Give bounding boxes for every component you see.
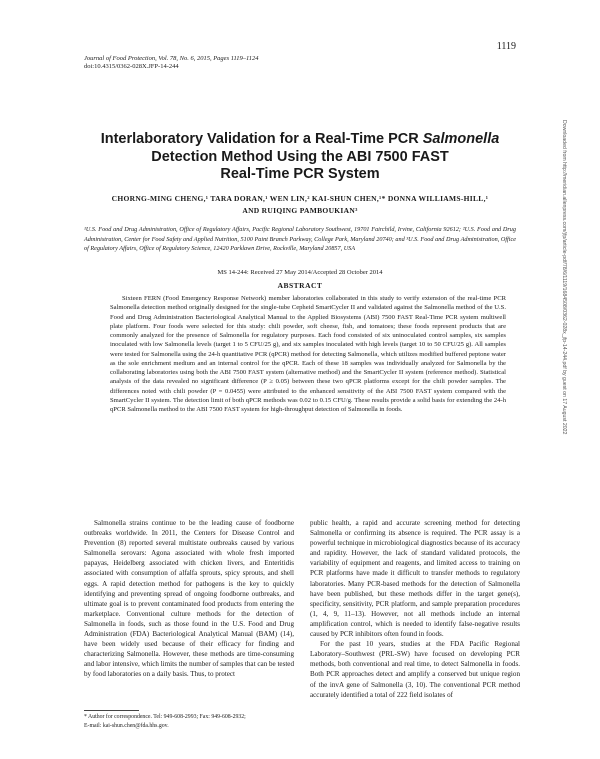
authors-line-1: CHORNG-MING CHENG,¹ TARA DORAN,¹ WEN LIN,² KAI-SHUN CHEN,¹* DONNA WILLIAMS-HILL,¹ xyxy=(111,194,489,203)
affiliations: ¹U.S. Food and Drug Administration, Office of Regulatory Affairs, Pacific Regional Laboratory Southwest, 19701 Fairchild, Irvine, California 92612; ²U.S. Food and Drug Administration, Center for Food Safety and Applied Nutrition, 5100 Paint Branch Parkway, College Park, Maryland 20740; and ³U.S. Food and Drug Administration, Office of Regulatory Affairs, Office of Regulatory Science, 12420 Parklawn Drive, Rockville, Maryland 20857, USA xyxy=(84,226,516,252)
body-paragraph: public health, a rapid and accurate screening method for detecting Salmonella or confirming its absence is required. The PCR assay is a powerful technique in microbiological diagnostics because of its accuracy and rapidity. However, the lack of standard validated protocols, the variability of equipment and reagents, and limited access to training on PCR platforms have made it difficult to transfer methods to regulatory laboratories. Many PCR-based methods for the detection of Salmonella have been published, but these methods differ in the target gene(s), specificity, sensitivity, PCR platform, and sample preparation procedures (1, 4, 9, 11–13). However, not all methods include an internal amplification control, which is needed to identify false-negative results caused by PCR inhibitors often found in foods. xyxy=(310,519,520,639)
abstract-text: Sixteen FERN (Food Emergency Response Network) member laboratories collaborated in this study to verify extension of the real-time PCR Salmonella detection method originally designed for the single-tube Cepheid SmartCycler II and validated against the Salmonella method of the U.S. Food and Drug Administration Bacteriological Analytical Manual to the Applied Biosystems (ABI) 7500 FAST Real-Time PCR system multiwell plate platform. Four foods were selected for this study: chili powder, soft cheese, fish, and tomatoes; these foods represent products that are commonly analyzed for the presence of Salmonella for regulatory purposes. Each food consisted of six uninoculated control samples, six samples inoculated with low Salmonella levels (target 1 to 5 CFU/25 g), and six samples inoculated with high levels (target 10 to 50 CFU/25 g). All samples were tested for Salmonella using the 24-h quantitative PCR (qPCR) method for detecting Salmonella, which utilizes modified buffered peptone water as the sole enrichment medium and an internal control for the qPCR. Each of these 18 samples was individually analyzed for Salmonella by the collaborating laboratories using both the ABI 7500 FAST system (alternative method) and the SmartCycler II system (reference method). Statistical analysis of the data revealed no significant difference (P ≥ 0.05) between these two qPCR platforms except for the chili powder samples. The differences noted with chili powder (P = 0.0455) were attributed to the enhanced sensitivity of the ABI 7500 FAST system compared with the SmartCycler II system. The detection limit of both qPCR methods was 0.02 to 0.15 CFU/g. These results provide a solid basis for extending the 24-h qPCR Salmonella method to the ABI 7500 FAST system for high-throughput detection of Salmonella in foods. xyxy=(110,295,506,413)
footnote-line-1: * Author for correspondence. Tel: 949-608-2993; Fax: 949-608-2932; xyxy=(84,714,246,720)
manuscript-dates: MS 14-244: Received 27 May 2014/Accepted 28 October 2014 xyxy=(217,269,383,276)
body-paragraph: Salmonella strains continue to be the leading cause of foodborne outbreaks worldwide. In 2011, the Centers for Disease Control and Prevention (8) reported several multistate outbreaks caused by various Salmonella serovars: Agona associated with whole fresh imported papayas, Heidelberg associated with chicken livers, and Enteritidis associated with consumption of alfalfa sprouts, spicy sprouts, and shell eggs. A rapid detection method for pathogens is the key to quickly identifying and preventing spread of ongoing foodborne outbreaks, and ultimate goal is to prevent contaminated food products from entering the marketplace. Conventional culture methods for the detection of Salmonella in foods, such as those found in the U.S. Food and Drug Administration (FDA) Bacteriological Analytical Manual (BAM) (14), have been widely used because of their efficacy for finding and characterizing Salmonella. However, these methods are time-consuming and labor intensive, which limits the number of samples that can be tested by food laboratories on a daily basis. Thus, to protect xyxy=(84,519,294,679)
doi[interactable]: doi:10.4315/0362-028X.JFP-14-244 xyxy=(84,63,179,70)
title-line-1: Interlaboratory Validation for a Real-Time PCR Salmonella xyxy=(100,131,500,147)
authors-line-2: AND RUIQING PAMBOUKIAN³ xyxy=(242,206,358,215)
footnote-line-2[interactable]: E-mail: kai-shun.chen@fda.hhs.gov. xyxy=(84,722,169,729)
body-right-column xyxy=(310,518,520,700)
correspondence-footnote xyxy=(84,713,294,730)
journal-citation: Journal of Food Protection, Vol. 78, No. 6, 2015, Pages 1119–1124 xyxy=(84,55,259,62)
body-left-column xyxy=(84,518,294,680)
page-number: 1119 xyxy=(496,41,516,52)
authors xyxy=(84,193,516,217)
journal-meta xyxy=(84,55,259,71)
title-line-3: Real-Time PCR System xyxy=(220,166,380,182)
download-watermark: Downloaded from http://meridian.allenpress.com/jfp/article-pdf/78/6/1119/1684508/0362-028x_jfp-14-244.pdf by guest on 17 August 2022 xyxy=(561,120,567,435)
footnote-divider xyxy=(84,710,139,711)
article-title xyxy=(84,131,516,184)
body-paragraph: For the past 10 years, studies at the FDA Pacific Regional Laboratory–Southwest (PRL-SW) have focused on developing PCR methods, both conventional and real time, to detect Salmonella in foods. Both PCR approaches detect and amplify a conserved but unique region of the invA gene of Salmonella (3, 10). The conventional PCR method accurately identified a total of 222 field isolates of xyxy=(310,640,520,699)
title-line-2: Detection Method Using the ABI 7500 FAST xyxy=(151,148,449,165)
abstract-heading: ABSTRACT xyxy=(277,281,323,290)
